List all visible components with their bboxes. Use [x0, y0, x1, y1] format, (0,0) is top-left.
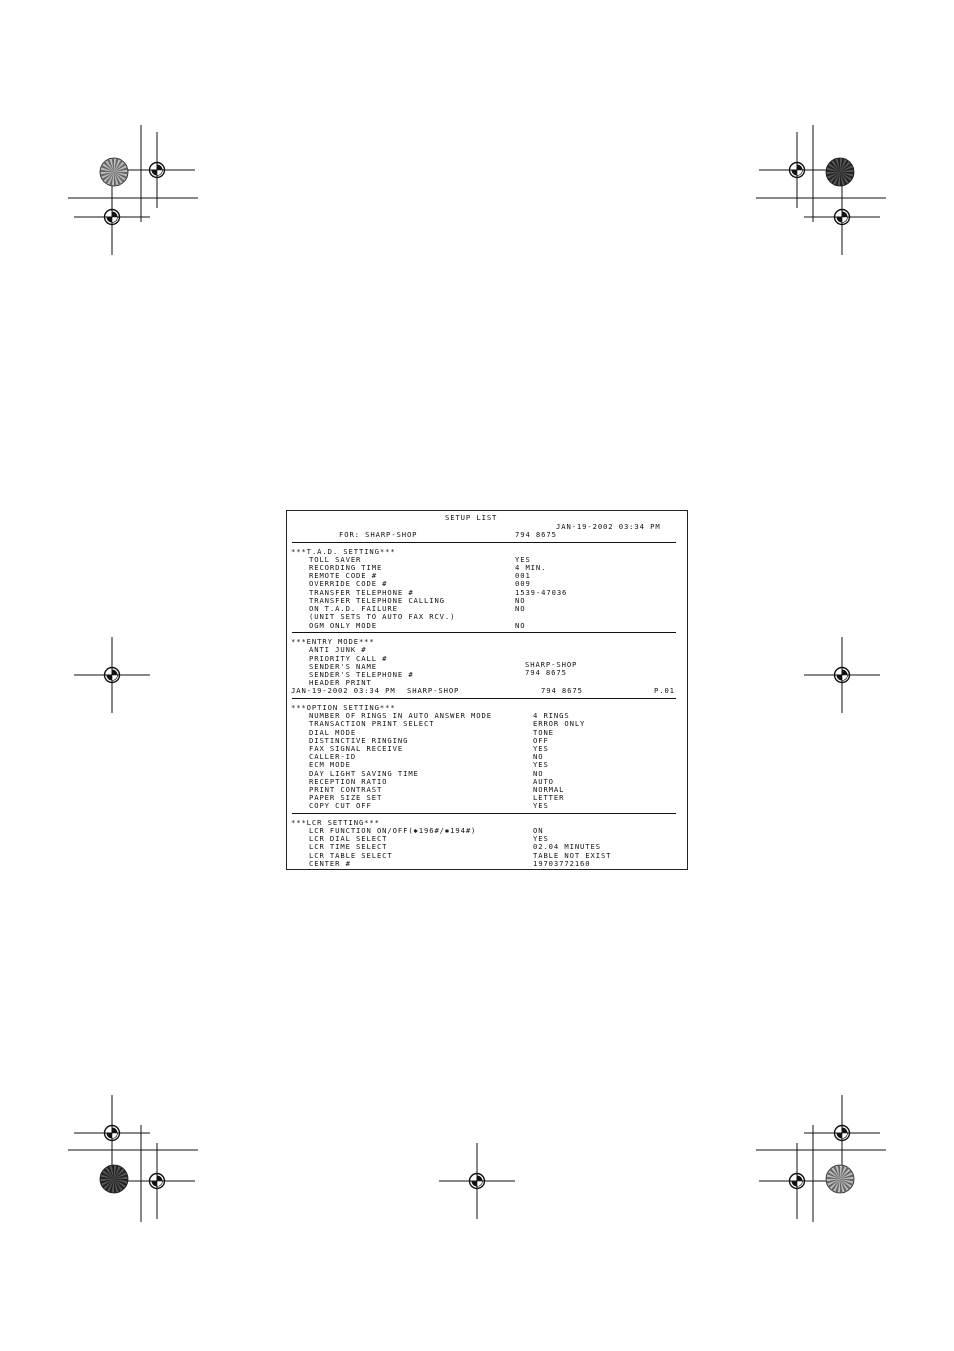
registration-crosshair-icon	[119, 1143, 195, 1219]
star-target-icon	[826, 158, 854, 186]
row-label: ANTI JUNK #	[309, 645, 367, 654]
row-label: TOLL SAVER	[309, 555, 362, 564]
registration-crosshair-icon	[119, 132, 195, 208]
section-rule	[292, 698, 676, 699]
report-for-number: 794 8675	[515, 530, 557, 539]
row-value: SHARP-SHOP	[525, 660, 578, 669]
row-label: TRANSACTION PRINT SELECT	[309, 719, 435, 728]
row-label: DAY LIGHT SAVING TIME	[309, 769, 419, 778]
row-value: TONE	[533, 728, 554, 737]
row-value: TABLE NOT EXIST	[533, 851, 612, 860]
registration-crosshair-icon	[74, 1095, 150, 1171]
row-value: YES	[533, 760, 549, 769]
registration-crosshair-icon	[759, 132, 835, 208]
row-value: 19703772160	[533, 859, 591, 868]
row-value: 4 RINGS	[533, 711, 570, 720]
row-label: COPY CUT OFF	[309, 801, 372, 810]
row-value: 001	[515, 571, 531, 580]
row-value: 4 MIN.	[515, 563, 547, 572]
registration-crosshair-icon	[439, 1143, 515, 1219]
row-label: PAPER SIZE SET	[309, 793, 383, 802]
row-value: NO	[515, 596, 526, 605]
setup-list-report	[286, 510, 688, 870]
star-target-icon	[826, 1165, 854, 1193]
row-label: DIAL MODE	[309, 728, 357, 737]
row-label: TRANSFER TELEPHONE #	[309, 588, 414, 597]
row-label: TRANSFER TELEPHONE CALLING	[309, 596, 445, 605]
section-header-entry: ***ENTRY MODE***	[291, 637, 375, 646]
row-label: CENTER #	[309, 859, 351, 868]
section-header-tad: ***T.A.D. SETTING***	[291, 547, 396, 556]
star-target-icon	[100, 1165, 128, 1193]
row-label: LCR TIME SELECT	[309, 842, 388, 851]
row-label: DISTINCTIVE RINGING	[309, 736, 409, 745]
registration-crosshair-icon	[74, 637, 150, 713]
header-print-name: SHARP-SHOP	[407, 686, 460, 695]
registration-crosshair-icon	[759, 1143, 835, 1219]
row-value: LETTER	[533, 793, 565, 802]
star-target-icon	[100, 158, 128, 186]
row-label: OVERRIDE CODE #	[309, 579, 388, 588]
header-print-number: 794 8675	[541, 686, 583, 695]
row-value: 1539-47036	[515, 588, 568, 597]
row-label: FAX SIGNAL RECEIVE	[309, 744, 404, 753]
row-value: AUTO	[533, 777, 554, 786]
row-value: NO	[515, 604, 526, 613]
row-value: NORMAL	[533, 785, 565, 794]
report-title: SETUP LIST	[445, 513, 498, 522]
row-value: 794 8675	[525, 668, 567, 677]
row-label: PRIORITY CALL #	[309, 654, 388, 663]
section-header-lcr: ***LCR SETTING***	[291, 818, 380, 827]
row-label: ON T.A.D. FAILURE	[309, 604, 398, 613]
section-header-option: ***OPTION SETTING***	[291, 703, 396, 712]
row-label: REMOTE CODE #	[309, 571, 377, 580]
row-label: ECM MODE	[309, 760, 351, 769]
row-label: (UNIT SETS TO AUTO FAX RCV.)	[309, 612, 456, 621]
row-label: HEADER PRINT	[309, 678, 372, 687]
registration-crosshair-icon	[804, 637, 880, 713]
header-print-page: P.01	[654, 686, 675, 695]
row-value: 009	[515, 579, 531, 588]
row-label: SENDER'S NAME	[309, 662, 377, 671]
row-label: PRINT CONTRAST	[309, 785, 383, 794]
row-label: SENDER'S TELEPHONE #	[309, 670, 414, 679]
section-rule	[292, 632, 676, 633]
row-value: NO	[533, 769, 544, 778]
row-label: LCR DIAL SELECT	[309, 834, 388, 843]
row-value: 02.04 MINUTES	[533, 842, 601, 851]
row-label: CALLER-ID	[309, 752, 357, 761]
row-value: YES	[533, 834, 549, 843]
section-rule	[292, 542, 676, 543]
row-value: ERROR ONLY	[533, 719, 586, 728]
registration-crosshair-icon	[804, 1095, 880, 1171]
row-value: NO	[515, 621, 526, 630]
row-label: NUMBER OF RINGS IN AUTO ANSWER MODE	[309, 711, 492, 720]
row-label: LCR FUNCTION ON/OFF(✱196#/✱194#)	[309, 826, 477, 835]
row-value: YES	[533, 801, 549, 810]
row-value: OFF	[533, 736, 549, 745]
row-label: RECEPTION RATIO	[309, 777, 388, 786]
row-label: LCR TABLE SELECT	[309, 851, 393, 860]
section-rule	[292, 813, 676, 814]
registration-crosshair-icon	[804, 179, 880, 255]
row-value: YES	[515, 555, 531, 564]
row-value: ON	[533, 826, 544, 835]
registration-crosshair-icon	[74, 179, 150, 255]
report-datetime: JAN-19-2002 03:34 PM	[556, 522, 661, 531]
report-for-label: FOR: SHARP-SHOP	[339, 530, 418, 539]
row-value: NO	[533, 752, 544, 761]
row-label: OGM ONLY MODE	[309, 621, 377, 630]
row-value: YES	[533, 744, 549, 753]
header-print-datetime: JAN-19-2002 03:34 PM	[291, 686, 396, 695]
row-label: RECORDING TIME	[309, 563, 383, 572]
